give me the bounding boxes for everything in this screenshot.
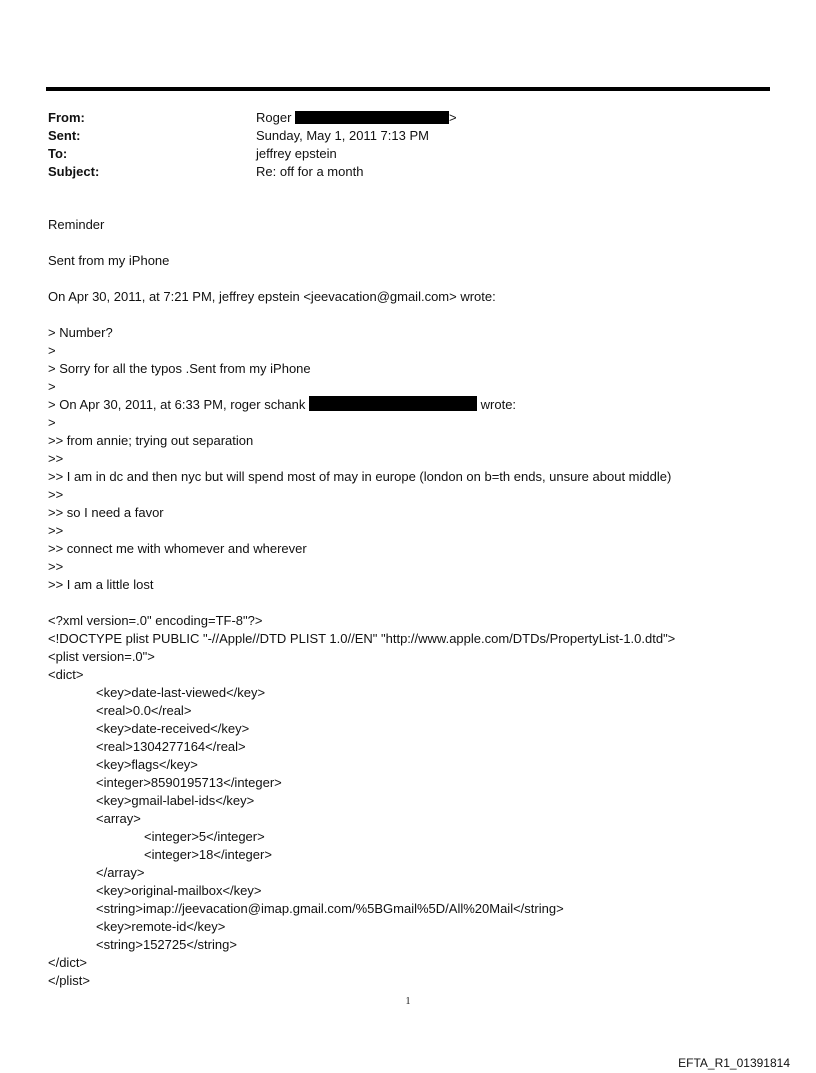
quote-line: > <box>48 379 56 394</box>
from-name: Roger <box>256 110 292 125</box>
plist-line: <!DOCTYPE plist PUBLIC "-//Apple//DTD PLIST 1.0//EN" "http://www.apple.com/DTDs/PropertyList-1.0.dtd"> <box>48 631 676 646</box>
plist-line: <plist version=.0"> <box>48 649 155 664</box>
quote-line: > Number? <box>48 325 113 340</box>
quote-line: > Sorry for all the typos .Sent from my iPhone <box>48 361 311 376</box>
plist-line: <key>date-last-viewed</key> <box>96 685 266 700</box>
redaction-box <box>295 111 449 124</box>
quote-line: > <box>48 343 56 358</box>
body-sent-from: Sent from my iPhone <box>48 253 170 268</box>
plist-line: </plist> <box>48 973 90 988</box>
subject-value: Re: off for a month <box>256 164 364 179</box>
body-reminder: Reminder <box>48 217 105 232</box>
plist-line: <key>remote-id</key> <box>96 919 226 934</box>
sent-row <box>48 127 457 145</box>
plist-line: <?xml version=.0" encoding=TF-8"?> <box>48 613 263 628</box>
from-value <box>256 109 457 127</box>
plist-line: <real>1304277164</real> <box>96 739 246 754</box>
to-label: To: <box>48 146 68 161</box>
subject-row <box>48 163 457 181</box>
quote-line: >> <box>48 523 64 538</box>
from-suffix: > <box>449 110 457 125</box>
quote-suffix: wrote: <box>480 397 517 412</box>
plist-line: <string>152725</string> <box>96 937 237 952</box>
plist-line: <integer>8590195713</integer> <box>96 775 282 790</box>
email-header <box>48 109 457 181</box>
to-row <box>48 145 457 163</box>
from-row <box>48 109 457 127</box>
plist-line: <key>gmail-label-ids</key> <box>96 793 255 808</box>
plist-line: </array> <box>96 865 145 880</box>
quote-line: >> from annie; trying out separation <box>48 433 254 448</box>
quote-line: >> I am in dc and then nyc but will spend most of may in europe (london on b=th ends, unsure about middle) <box>48 469 672 484</box>
plist-line: <key>flags</key> <box>96 757 198 772</box>
redaction-box <box>309 396 477 411</box>
plist-line: <integer>18</integer> <box>144 847 272 862</box>
quote-line: > <box>48 415 56 430</box>
quote-prefix: > On Apr 30, 2011, at 6:33 PM, roger schank <box>48 397 306 412</box>
header-rule <box>46 87 770 91</box>
from-label: From: <box>48 110 85 125</box>
quote-line: >> <box>48 559 64 574</box>
quote-line: >> so I need a favor <box>48 505 164 520</box>
plist-line: <key>original-mailbox</key> <box>96 883 262 898</box>
to-value: jeffrey epstein <box>256 146 337 161</box>
quote-line-redacted <box>48 396 788 414</box>
plist-line: <key>date-received</key> <box>96 721 250 736</box>
subject-label: Subject: <box>48 164 100 179</box>
email-body <box>48 216 788 990</box>
sent-label: Sent: <box>48 128 81 143</box>
plist-line: <array> <box>96 811 141 826</box>
page-number: 1 <box>405 996 411 1007</box>
plist-line: <string>imap://jeevacation@imap.gmail.com/%5BGmail%5D/All%20Mail</string> <box>96 901 564 916</box>
quote-line: >> <box>48 487 64 502</box>
quote-line: >> connect me with whomever and wherever <box>48 541 307 556</box>
plist-line: <dict> <box>48 667 84 682</box>
bates-number: EFTA_R1_01391814 <box>678 1056 790 1070</box>
plist-line: <integer>5</integer> <box>144 829 265 844</box>
sent-value: Sunday, May 1, 2011 7:13 PM <box>256 128 429 143</box>
plist-line: </dict> <box>48 955 88 970</box>
plist-line: <real>0.0</real> <box>96 703 192 718</box>
quote-line: >> I am a little lost <box>48 577 154 592</box>
body-on-line: On Apr 30, 2011, at 7:21 PM, jeffrey epstein <jeevacation@gmail.com> wrote: <box>48 289 496 304</box>
quote-line: >> <box>48 451 64 466</box>
